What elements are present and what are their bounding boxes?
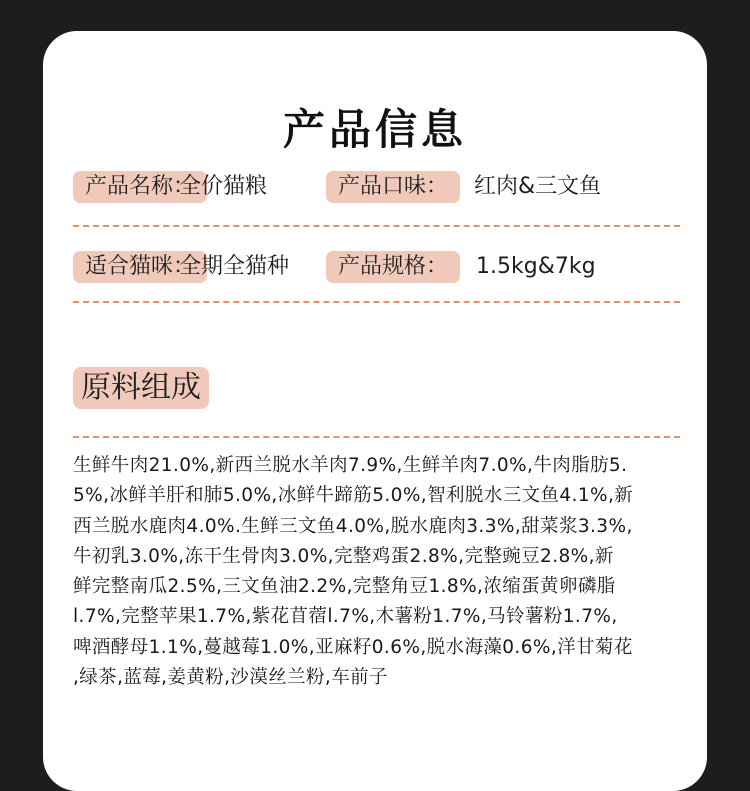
- product-spec-label: 产品规格：: [326, 251, 460, 283]
- ingredients-line: 牛初乳3.0%,冻干生骨肉3.0%,完整鸡蛋2.8%,完整豌豆2.8%,新: [73, 545, 614, 567]
- page-title: 产品信息: [282, 105, 467, 154]
- ingredients-line: 西兰脱水鹿肉4.0%.生鲜三文鱼4.0%,脱水鹿肉3.3%,甜菜浆3.3%,: [73, 515, 633, 537]
- ingredients-line: ,绿茶,蓝莓,姜黄粉,沙漠丝兰粉,车前子: [73, 667, 388, 689]
- ingredients-heading: 原料组成: [73, 367, 209, 409]
- ingredients-text: [73, 451, 685, 693]
- ingredients-line: 鲜完整南瓜2.5%,三文鱼油2.2%,完整角豆1.8%,浓缩蛋黄卵磷脂: [73, 576, 616, 598]
- suitable-cat-label: 适合猫咪：: [73, 251, 207, 283]
- product-name-label: 产品名称：: [73, 171, 207, 203]
- product-info-card: [43, 31, 707, 791]
- ingredients-line: 生鲜牛肉21.0%,新西兰脱水羊肉7.9%,生鲜羊肉7.0%,牛肉脂肪5.: [73, 455, 628, 476]
- ingredients-line: 5%,冰鲜羊肝和肺5.0%,冰鲜牛蹄筋5.0%,智利脱水三文鱼4.1%,新: [73, 485, 634, 507]
- suitable-cat-value: 全期全猫种: [179, 254, 290, 279]
- ingredients-line: 啤酒酵母1.1%,蔓越莓1.0%,亚麻籽0.6%,脱水海藻0.6%,洋甘菊花: [73, 636, 633, 658]
- divider: [73, 436, 680, 438]
- divider: [73, 301, 680, 303]
- product-flavor-label: 产品口味：: [326, 171, 460, 203]
- product-spec-value: 1.5kg&7kg: [476, 254, 596, 279]
- divider: [73, 225, 680, 227]
- product-name-value: 全价猫粮: [179, 174, 268, 199]
- ingredients-line: l.7%,完整苹果1.7%,紫花苜蓿l.7%,木薯粉1.7%,马铃薯粉1.7%,: [73, 606, 618, 628]
- product-flavor-value: 红肉&三文鱼: [474, 174, 602, 199]
